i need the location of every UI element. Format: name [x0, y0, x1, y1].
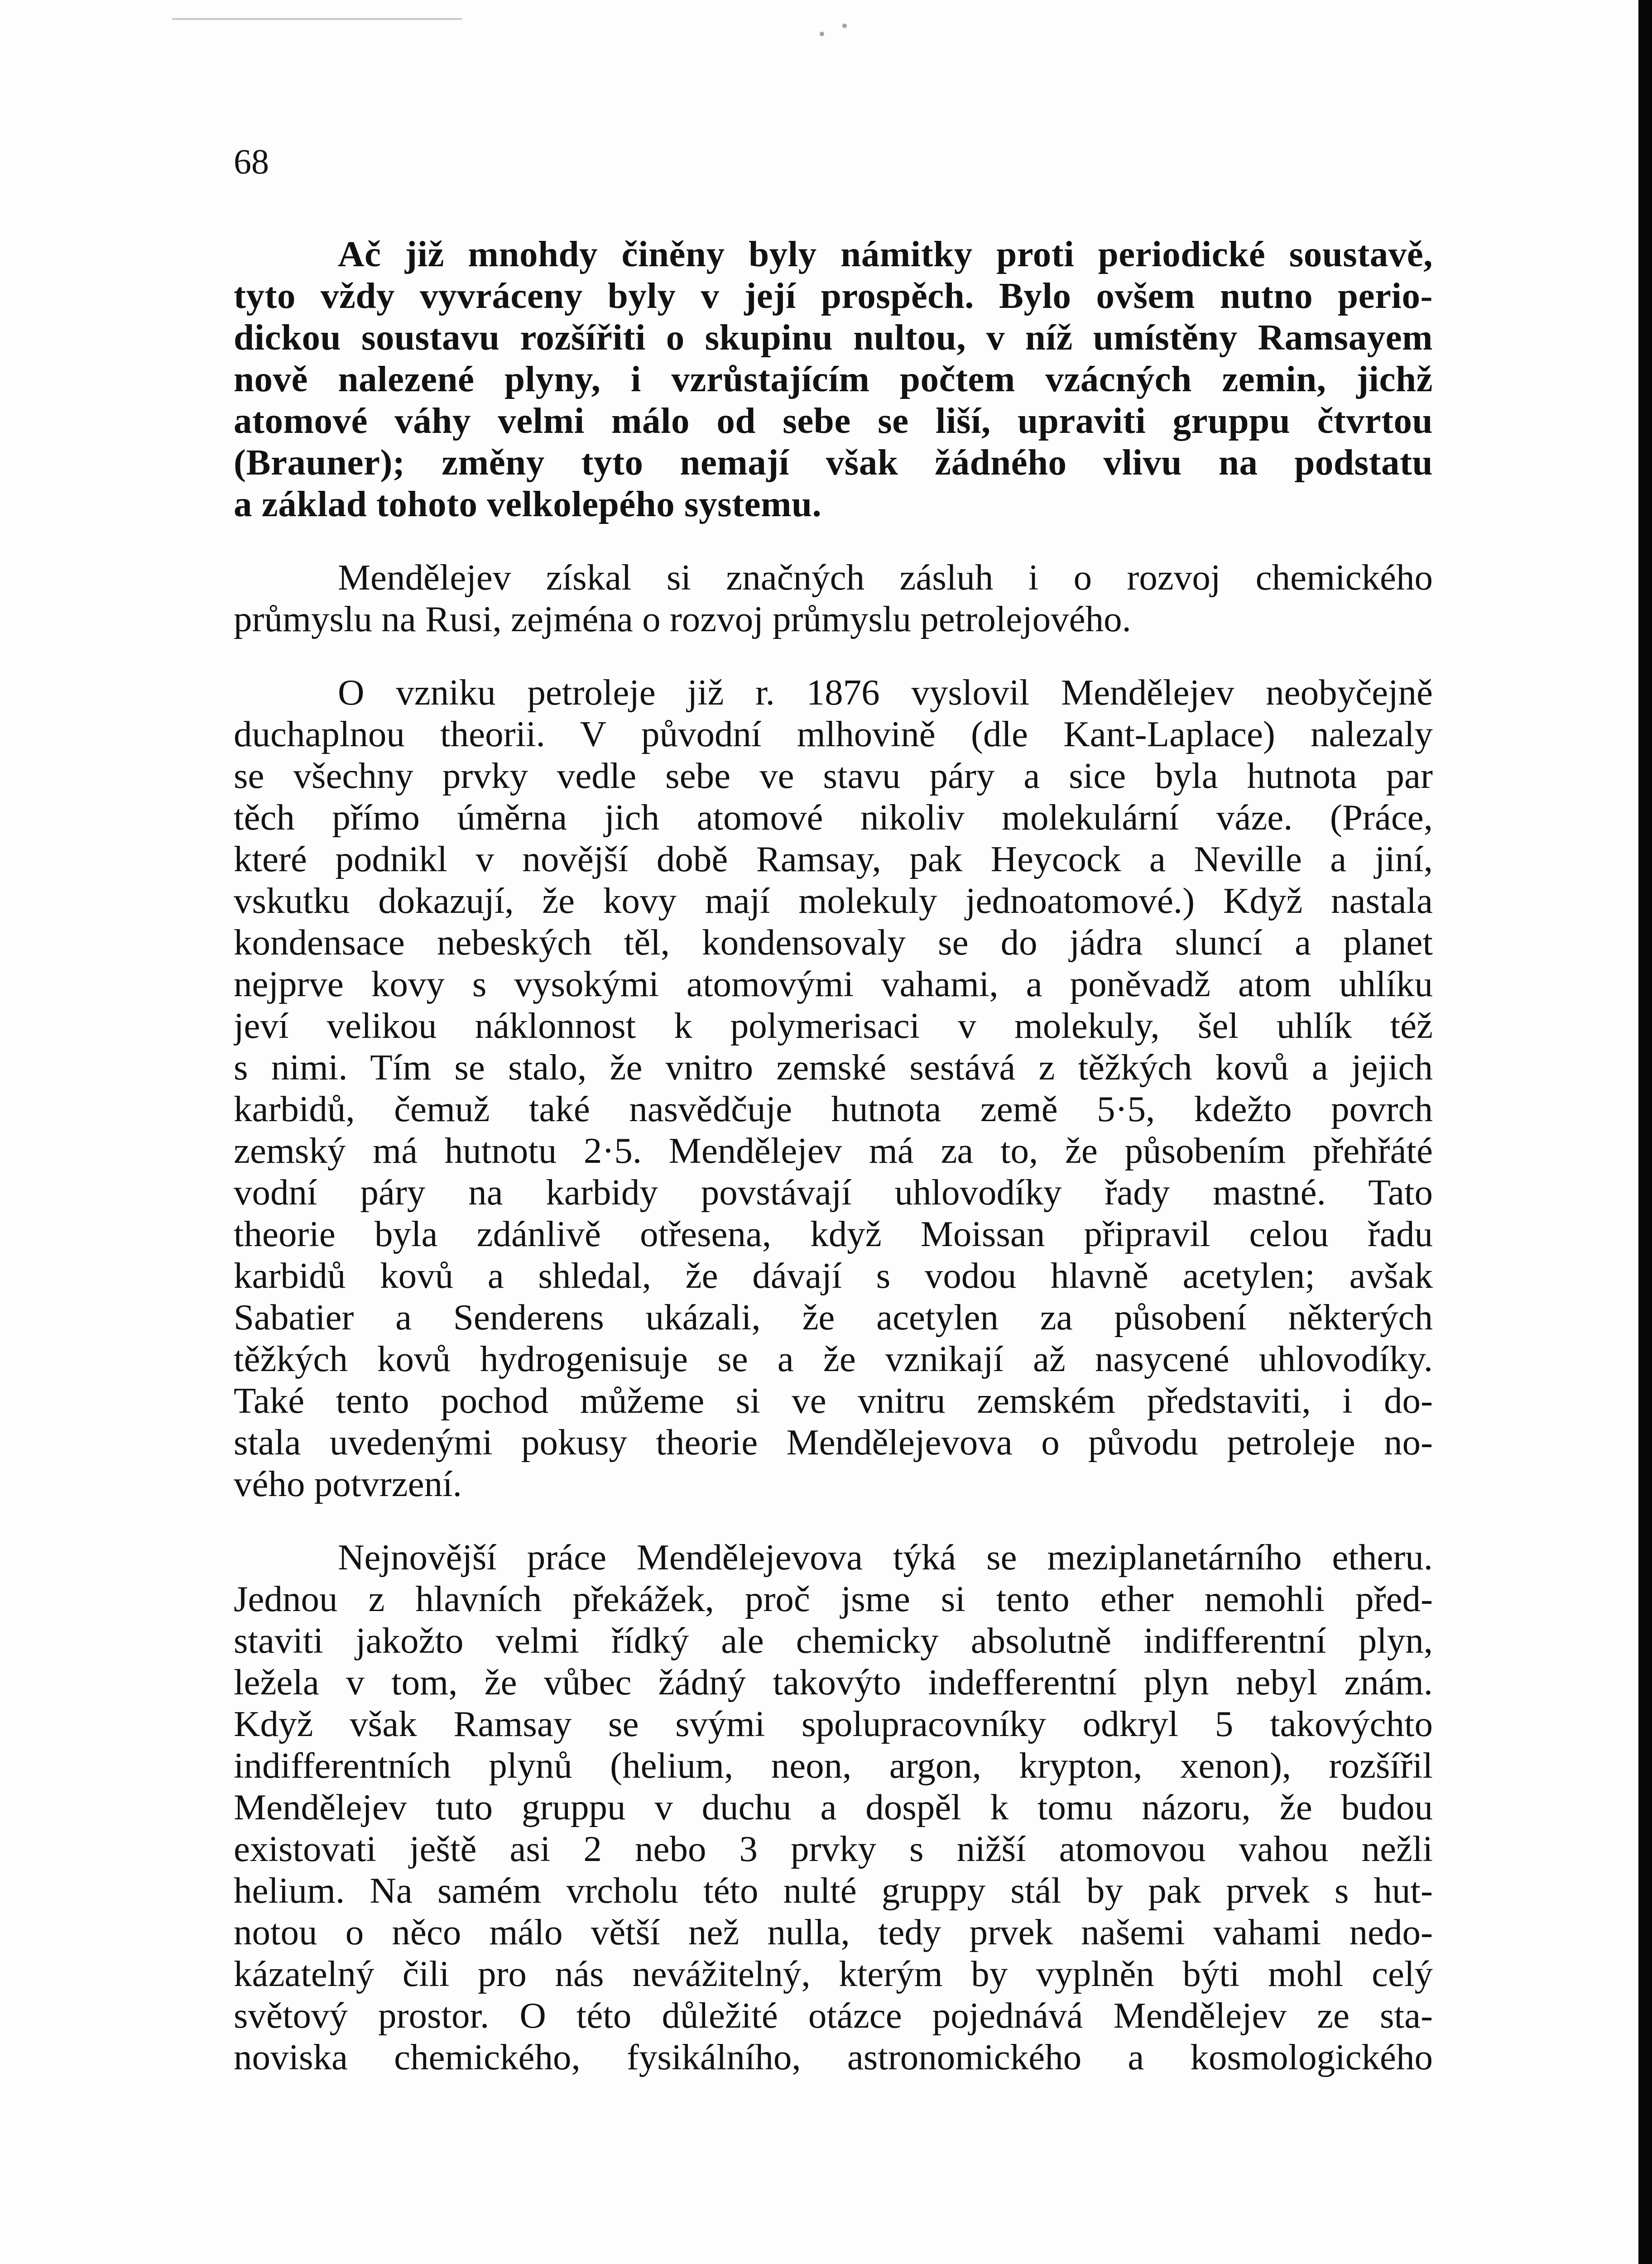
paragraph — [234, 1536, 1433, 2078]
text-line: atomové váhy velmi málo od sebe se liší, upraviti gruppu čtvrtou — [234, 400, 1433, 441]
scan-fleck — [842, 24, 847, 28]
text-line: notou o něco málo větší než nulla, tedy prvek našemi vahami nedo- — [234, 1912, 1433, 1952]
text-line: karbidů, čemuž také nasvědčuje hutnota země 5·5, kdežto povrch — [234, 1089, 1433, 1129]
text-line: nejprve kovy s vysokými atomovými vahami, a poněvadž atom uhlíku — [234, 964, 1433, 1004]
text-line: stala uvedenými pokusy theorie Mendělejevova o původu petroleje no- — [234, 1422, 1433, 1463]
text-line: O vzniku petroleje již r. 1876 vyslovil Mendělejev neobyčejně — [338, 672, 1433, 713]
paragraph — [234, 233, 1433, 525]
scan-edge-smudge — [172, 0, 462, 20]
text-line: vskutku dokazují, že kovy mají molekuly jednoatomové.) Když nastala — [234, 880, 1433, 921]
text-line: theorie byla zdánlivě otřesena, když Moissan připravil celou řadu — [234, 1214, 1433, 1254]
body-text — [234, 233, 1433, 2110]
text-line: kondensace nebeských těl, kondensovaly se do jádra sluncí a planet — [234, 922, 1433, 963]
text-line: duchaplnou theorii. V původní mlhovině (dle Kant-Laplace) nalezaly — [234, 714, 1433, 754]
text-line: vého potvrzení. — [234, 1463, 462, 1504]
text-line: Sabatier a Senderens ukázali, že acetylen za působení některých — [234, 1297, 1433, 1338]
text-line: staviti jakožto velmi řídký ale chemicky absolutně indifferentní plyn, — [234, 1620, 1433, 1661]
text-line: průmyslu na Rusi, zejména o rozvoj průmyslu petrolejového. — [234, 599, 1131, 639]
scan-fleck — [820, 32, 824, 36]
text-line: s nimi. Tím se stalo, že vnitro zemské sestává z těžkých kovů a jejich — [234, 1047, 1433, 1088]
text-line: helium. Na samém vrcholu této nulté gruppy stál by pak prvek s hut- — [234, 1870, 1433, 1911]
text-line: ležela v tom, že vůbec žádný takovýto indefferentní plyn nebyl znám. — [234, 1662, 1433, 1703]
text-line: existovati ještě asi 2 nebo 3 prvky s nižší atomovou vahou nežli — [234, 1828, 1433, 1869]
text-line: se všechny prvky vedle sebe ve stavu páry a sice byla hutnota par — [234, 755, 1433, 796]
text-line: světový prostor. O této důležité otázce pojednává Mendělejev ze sta- — [234, 1995, 1433, 2036]
text-line: Mendělejev tuto gruppu v duchu a dospěl k tomu názoru, že budou — [234, 1787, 1433, 1828]
text-line: (Brauner); změny tyto nemají však žádného vlivu na podstatu — [234, 442, 1433, 483]
text-line: tyto vždy vyvráceny byly v její prospěch. Bylo ovšem nutno perio- — [234, 275, 1433, 316]
text-line: a základ tohoto velkolepého systemu. — [234, 484, 822, 524]
text-line: dickou soustavu rozšířiti o skupinu nultou, v níž umístěny Ramsayem — [234, 317, 1433, 358]
text-line: karbidů kovů a shledal, že dávají s vodou hlavně acetylen; avšak — [234, 1255, 1433, 1296]
text-line: zemský má hutnotu 2·5. Mendělejev má za to, že působením přehřáté — [234, 1130, 1433, 1171]
text-line: kázatelný čili pro nás nevážitelný, kterým by vyplněn býti mohl celý — [234, 1953, 1433, 1994]
text-line: těžkých kovů hydrogenisuje se a že vznikají až nasycené uhlovodíky. — [234, 1338, 1433, 1379]
text-line: Jednou z hlavních překážek, proč jsme si tento ether nemohli před- — [234, 1578, 1433, 1619]
text-line: které podnikl v novější době Ramsay, pak Heycock a Neville a jiní, — [234, 839, 1433, 879]
text-line: vodní páry na karbidy povstávají uhlovodíky řady mastné. Tato — [234, 1172, 1433, 1213]
text-line: nově nalezené plyny, i vzrůstajícím počtem vzácných zemin, jichž — [234, 359, 1433, 399]
paragraph — [234, 672, 1433, 1505]
text-line: Když však Ramsay se svými spolupracovníky odkryl 5 takovýchto — [234, 1703, 1433, 1744]
text-line: Ač již mnohdy činěny byly námitky proti periodické soustavě, — [338, 234, 1433, 274]
text-line: noviska chemického, fysikálního, astronomického a kosmologického — [234, 2037, 1433, 2077]
text-line: Nejnovější práce Mendělejevova týká se meziplanetárního etheru. — [338, 1537, 1433, 1578]
text-line: indifferentních plynů (helium, neon, argon, krypton, xenon), rozšířil — [234, 1745, 1433, 1786]
text-line: Mendělejev získal si značných zásluh i o rozvoj chemického — [338, 557, 1433, 598]
text-line: Také tento pochod můžeme si ve vnitru zemském představiti, i do- — [234, 1380, 1433, 1421]
text-line: těch přímo úměrna jich atomové nikoliv molekulární váze. (Práce, — [234, 797, 1433, 838]
page-number: 68 — [234, 142, 269, 181]
paragraph — [234, 556, 1433, 640]
scan-border — [1638, 0, 1652, 2264]
text-line: jeví velikou náklonnost k polymerisaci v molekuly, šel uhlík též — [234, 1005, 1433, 1046]
